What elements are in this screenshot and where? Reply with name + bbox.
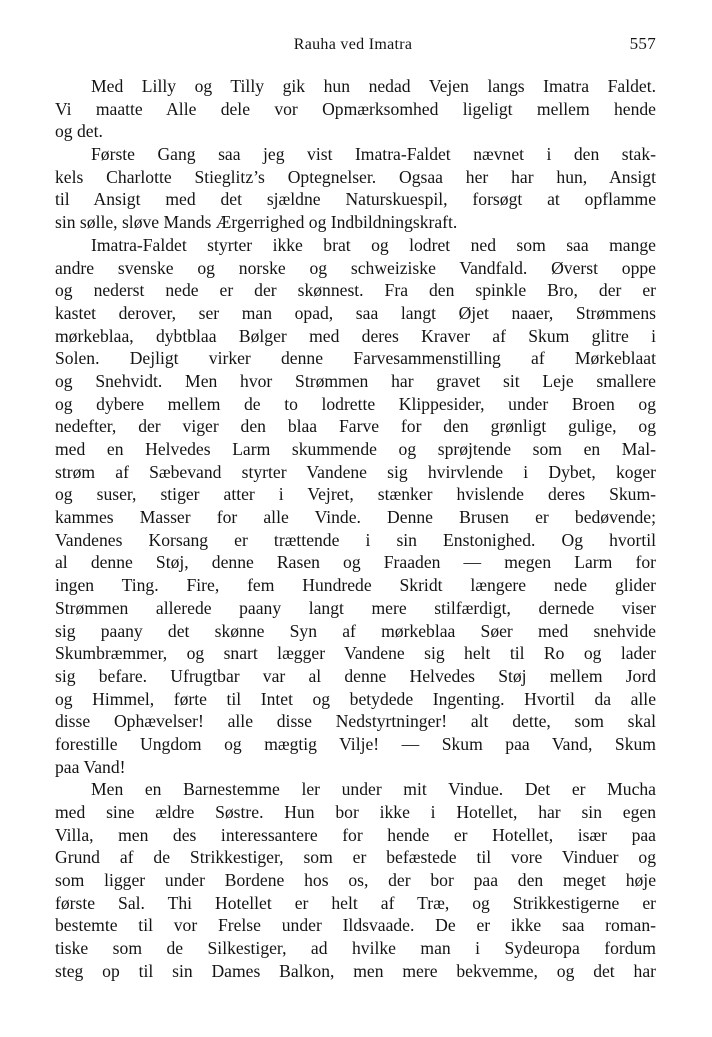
text-line: steg op til sin Dames Balkon, men mere bekvemme, og det har [55,960,656,981]
text-line: forestille Ungdom og mægtig Vilje! — Skum paa Vand, Skum [55,733,656,754]
text-line: Grund af de Strikkestiger, som er befæstede til vore Vinduer og [55,847,656,868]
text-line: sig befare. Ufrugtbar var al denne Helvedes Støj mellem Jord [55,665,656,686]
text-line: Skumbræmmer, og snart lægger Vandene sig helt til Ro og lader [55,643,656,664]
text-line: Villa, men des interessantere for hende er Hotellet, især paa [55,824,656,845]
text-line: kammes Masser for alle Vinde. Denne Brusen er bedøvende; [55,507,656,528]
text-line: første Sal. Thi Hotellet er helt af Træ, og Strikkestigerne er [55,892,656,913]
text-line: kels Charlotte Stieglitz’s Optegnelser. Ogsaa her har hun, Ansigt [55,166,656,187]
body-text [55,75,656,983]
text-line: Første Gang saa jeg vist Imatra-Faldet nævnet i den stak- [91,144,656,165]
text-line: og Himmel, førte til Intet og betydede Ingenting. Hvortil da alle [55,688,656,709]
text-line: mørkeblaa, dybtblaa Bølger med deres Kraver af Skum glitre i [55,325,656,346]
text-line: bestemte til vor Frelse under Ildsvaade. De er ikke saa roman- [55,915,656,936]
text-line: strøm af Sæbevand styrter Vandene sig hvirvlende i Dybet, koger [55,461,656,482]
text-line: og det. [55,121,103,142]
text-line: Men en Barnestemme ler under mit Vindue. Det er Mucha [91,779,656,800]
text-line: Imatra-Faldet styrter ikke brat og lodret ned som saa mange [91,234,656,255]
text-line: og Snehvidt. Men hvor Strømmen har gravet sit Leje smallere [55,370,656,391]
text-line: og nederst nede er der skønnest. Fra den spinkle Bro, der er [55,280,656,301]
text-line: andre svenske og norske og schweiziske Vandfald. Øverst oppe [55,257,656,278]
text-line: til Ansigt med det sjældne Naturskuespil, forsøgt at opflamme [55,189,656,210]
text-line: sig paany det skønne Syn af mørkeblaa Søer med snehvide [55,620,656,641]
text-line: al denne Støj, denne Rasen og Fraaden — megen Larm for [55,552,656,573]
text-line: som ligger under Bordene hos os, der bor paa den meget høje [55,870,656,891]
text-line: og suser, stiger atter i Vejret, stænker hvislende deres Skum- [55,484,656,505]
text-line: paa Vand! [55,756,126,777]
text-line: disse Ophævelser! alle disse Nedstyrtninger! alt dette, som skal [55,711,656,732]
text-line: Vi maatte Alle dele vor Opmærksomhed ligeligt mellem hende [55,98,656,119]
running-title: Rauha ved Imatra [293,36,413,53]
text-line: Strømmen allerede paany langt mere stilfærdigt, dernede viser [55,597,656,618]
text-line: med sine ældre Søstre. Hun bor ikke i Hotellet, har sin egen [55,802,656,822]
text-line: tiske som de Silkestiger, ad hvilke man i Sydeuropa fordum [55,938,656,959]
text-line: sin sølle, sløve Mands Ærgerrighed og Indbildningskraft. [55,212,458,233]
text-line: kastet derover, ser man opad, saa langt Øjet naaer, Strømmens [55,302,656,323]
text-line: Med Lilly og Tilly gik hun nedad Vejen langs Imatra Faldet. [91,76,656,96]
text-line: ingen Ting. Fire, fem Hundrede Skridt længere nede glider [55,575,656,596]
page-number: 557 [629,34,656,53]
text-line: Solen. Dejligt virker denne Farvesammenstilling af Mørkeblaat [55,348,656,369]
text-line: nedefter, der viger den blaa Farve for den grønligt gulige, og [55,416,656,437]
text-line: Vandenes Korsang er trættende i sin Enstonighed. Og hvortil [55,529,656,550]
text-line: og dybere mellem de to lodrette Klippesider, under Broen og [55,393,656,414]
page-header [50,34,656,58]
text-line: med en Helvedes Larm skummende og sprøjtende som en Mal- [55,439,656,459]
